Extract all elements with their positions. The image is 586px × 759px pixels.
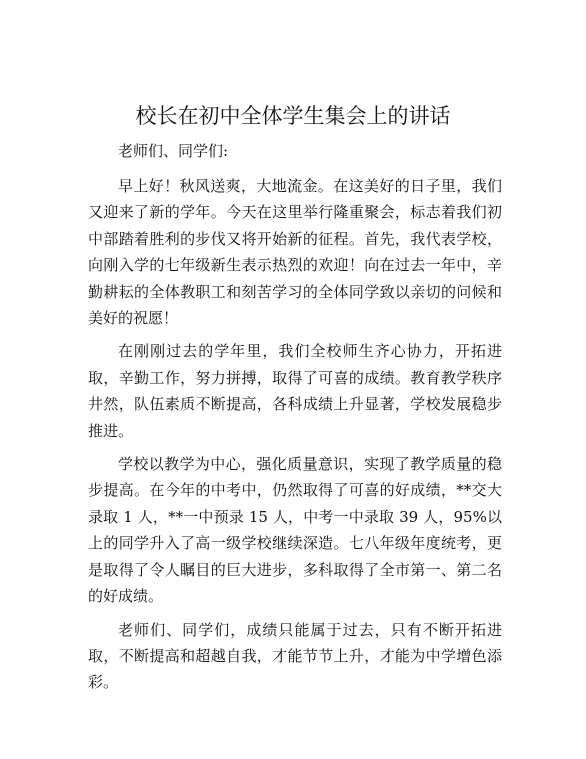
document-title: 校长在初中全体学生集会上的讲话	[135, 104, 451, 128]
paragraph-3: 学校以教学为中心，强化质量意识，实现了教学质量的稳步提高。在今年的中考中，仍然取得了可喜的好成绩，**交大录取 1 人，**一中预录 15 人，中考一中录取 39 人，95%以上的同学升入了高一级学校继续深造。七八年级年度统考，更是取得了令人瞩目的巨大进步，多科取得了全市第一、第二名的好成绩。	[88, 455, 502, 606]
greeting-line: 老师们、同学们:	[118, 142, 229, 160]
document-body	[88, 138, 502, 703]
paragraph-4: 老师们、同学们，成绩只能属于过去，只有不断开拓进取，不断提高和超越自我，才能节节上升，才能为中学增色添彩。	[88, 620, 502, 692]
paragraph-2: 在刚刚过去的学年里，我们全校师生齐心协力，开拓进取，辛勤工作，努力拼搏，取得了可喜的成绩。教育教学秩序井然，队伍素质不断提高，各科成绩上升显著，学校发展稳步推进。	[88, 342, 502, 440]
paragraph-1: 早上好！秋风送爽，大地流金。在这美好的日子里，我们又迎来了新的学年。今天在这里举行隆重聚会，标志着我们初中部踏着胜利的步伐又将开始新的征程。首先，我代表学校，向刚入学的七年级新生表示热烈的欢迎！向在过去一年中，辛勤耕耘的全体教职工和刻苦学习的全体同学致以亲切的问候和美好的祝愿！	[88, 177, 502, 328]
